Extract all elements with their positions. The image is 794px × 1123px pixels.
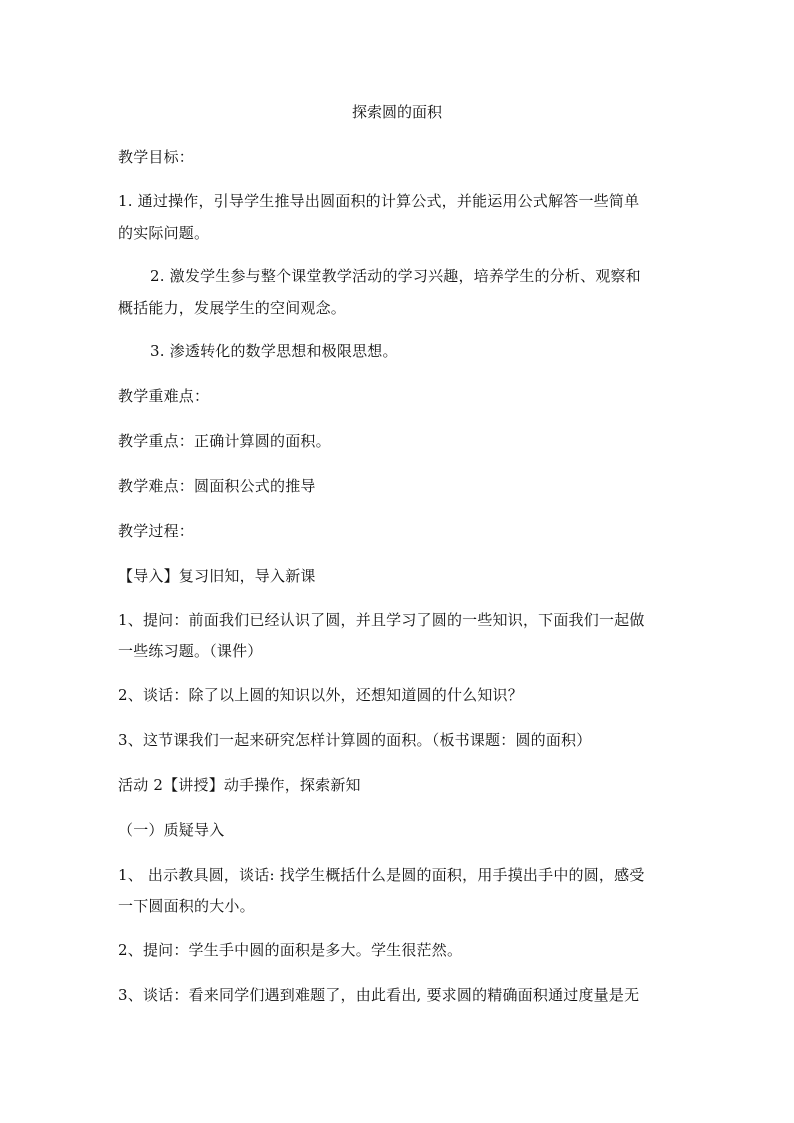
intro-item-1-line-1: 1、提问：前面我们已经认识了圆，并且学习了圆的一些知识，下面我们一起做 [118,611,645,629]
heading-teaching-process: 教学过程： [118,522,195,540]
goal-2-line-1: 2. 激发学生参与整个课堂教学活动的学习兴趣，培养学生的分析、观察和 [150,267,641,285]
section-activity-2: 活动 2【讲授】动手操作，探索新知 [118,776,361,794]
goal-1-line-2: 的实际问题。 [118,224,210,242]
goal-1-line-1: 1. 通过操作，引导学生推导出圆面积的计算公式，并能运用公式解答一些简单 [118,192,640,210]
intro-item-1-line-2: 一些练习题。（课件） [118,642,263,660]
heading-teaching-goals: 教学目标： [118,148,195,166]
difficult-point: 教学难点：圆面积公式的推导 [118,477,316,495]
key-point: 教学重点：正确计算圆的面积。 [118,432,331,450]
intro-item-3: 3、这节课我们一起来研究怎样计算圆的面积。（板书课题：圆的面积） [118,731,592,749]
heading-key-difficult-points: 教学重难点： [118,387,210,405]
goal-3: 3. 渗透转化的数学思想和极限思想。 [150,342,398,360]
activity-item-1-line-2: 一下圆面积的大小。 [118,897,255,915]
activity-item-1-line-1: 1、 出示教具圆，谈话: 找学生概括什么是圆的面积，用手摸出手中的圆，感受 [118,866,645,884]
activity-item-2: 2、提问：学生手中圆的面积是多大。学生很茫然。 [118,941,463,959]
intro-item-2: 2、谈话：除了以上圆的知识以外，还想知道圆的什么知识？ [118,686,523,704]
section-intro: 【导入】复习旧知，导入新课 [118,567,316,585]
subsection-question-intro: （一）质疑导入 [118,821,225,839]
goal-2-line-2: 概括能力，发展学生的空间观念。 [118,299,347,317]
document-title: 探索圆的面积 [351,103,442,121]
activity-item-3-line-1: 3、谈话：看来同学们遇到难题了，由此看出, 要求圆的精确面积通过度量是无 [118,986,640,1004]
